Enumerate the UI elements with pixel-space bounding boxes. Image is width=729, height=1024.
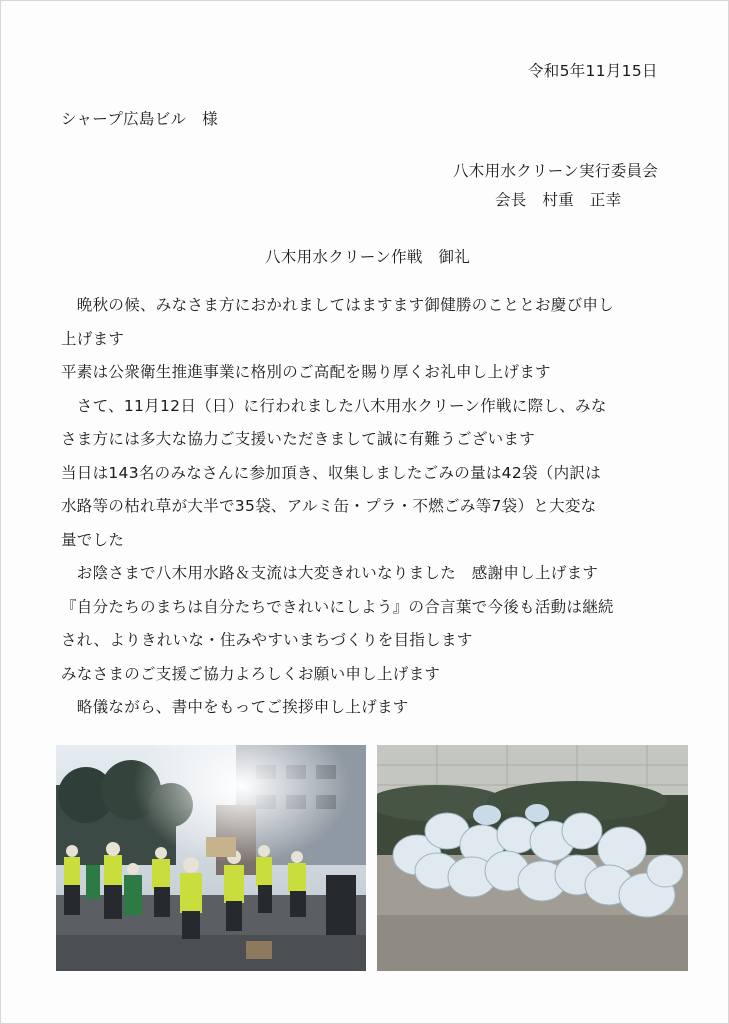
letter-title: 八木用水クリーン作戦 御礼	[265, 248, 471, 266]
body-line: みなさまのご支援ご協力よろしくお願い申し上げます	[61, 665, 441, 683]
body-line: さて、11月12日（日）に行われました八木用水クリーン作戦に際し、みな	[61, 397, 607, 415]
garbage-bags-image	[377, 745, 688, 971]
volunteers-gathering-photo	[56, 745, 366, 971]
body-line: 晩秋の候、みなさま方におかれましてはますます御健勝のこととお慶び申し	[61, 296, 615, 314]
body-line: お陰さまで八木用水路＆支流は大変きれいなりました 感謝申し上げます	[61, 564, 599, 582]
body-line: 水路等の枯れ草が大半で35袋、アルミ缶・プラ・不燃ごみ等7袋）と大変な	[61, 497, 597, 515]
letter-recipient: シャープ広島ビル 様	[61, 110, 218, 128]
letter-date: 令和5年11月15日	[528, 62, 658, 80]
body-line: さま方には多大な協力ご支援いただきまして誠に有難うございます	[61, 430, 536, 448]
body-line: 平素は公衆衛生推進事業に格別のご高配を賜り厚くお礼申し上げます	[61, 363, 551, 381]
body-line: 上げます	[61, 330, 125, 348]
body-line: 当日は143名のみなさんに参加頂き、収集しましたごみの量は42袋（内訳は	[61, 464, 601, 482]
volunteers-gathering-image	[56, 745, 366, 971]
body-line: され、よりきれいな・住みやすいまちづくりを目指します	[61, 631, 473, 649]
body-line: 量でした	[61, 531, 125, 549]
body-line: 略儀ながら、書中をもってご挨拶申し上げます	[61, 698, 409, 716]
body-line: 『自分たちのまちは自分たちできれいにしよう』の合言葉で今後も活動は継続	[61, 598, 614, 616]
collected-garbage-bags-photo	[377, 745, 688, 971]
sender-name: 会長 村重 正幸	[495, 191, 622, 209]
sender-organization: 八木用水クリーン実行委員会	[453, 162, 659, 180]
